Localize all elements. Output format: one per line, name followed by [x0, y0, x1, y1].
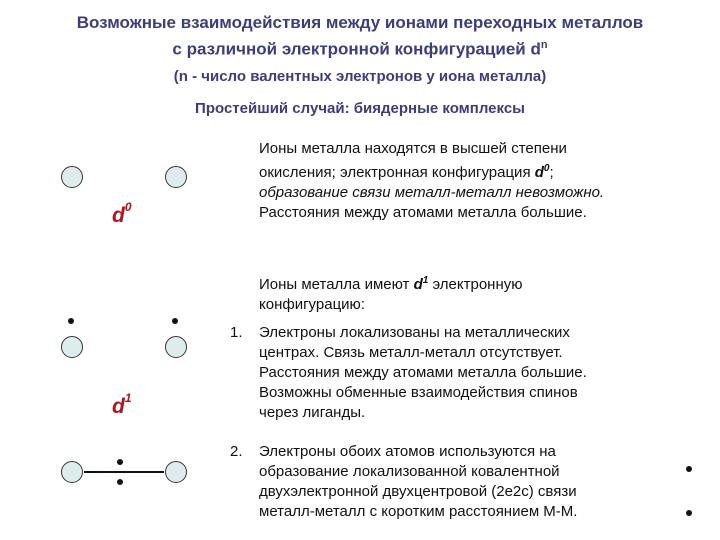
d1-intro-text: Ионы металла имеют — [259, 276, 414, 293]
list-1-line-3: Расстояния между атомами металла большие. — [259, 364, 587, 381]
list-1-line-1: Электроны локализованы на металлических — [259, 324, 570, 341]
title-line-2 — [0, 34, 720, 61]
d1-electron-right — [172, 318, 178, 324]
d1-label-sup: 1 — [124, 391, 132, 405]
bond-electron-bottom — [117, 479, 123, 485]
d1-intro-line-1 — [259, 271, 699, 295]
d1-label — [112, 391, 132, 419]
list-2-line-2: образование локализованной ковалентной — [259, 463, 560, 480]
bond-electron-top — [117, 459, 123, 465]
d1-bonded-atom-left — [61, 461, 83, 483]
d1-atom-right — [165, 336, 187, 358]
title-line-2-sup: n — [540, 39, 548, 51]
list-1-line-5: через лиганды. — [259, 404, 366, 421]
list-text-1 — [259, 323, 587, 423]
d0-label-letter: d — [112, 204, 125, 227]
d1-label-letter: d — [112, 395, 125, 418]
d1-bonded-atom-right — [165, 461, 187, 483]
d0-label-sup: 0 — [124, 200, 132, 214]
section-heading: Простейший случай: биядерные комплексы — [195, 100, 525, 117]
list-1-line-2: центрах. Связь металл-металл отсутствует. — [259, 344, 563, 361]
d0-line-4: Расстояния между атомами металла большие. — [259, 204, 587, 221]
d0-line-1: Ионы металла находятся в высшей степени — [259, 140, 567, 157]
d0-atom-right — [165, 166, 187, 188]
d0-line-2-text: окисления; электронная конфигурация — [259, 164, 535, 181]
subtitle: (n - число валентных электронов у иона металла) — [173, 68, 547, 85]
metal-metal-bond — [84, 471, 164, 473]
list-2-line-1: Электроны обоих атомов используются на — [259, 443, 556, 460]
d0-line-2-end: ; — [549, 164, 554, 181]
d1-electron-left — [68, 318, 74, 324]
list-2-line-3: двухэлектронной двухцентровой (2е2с) связи — [259, 483, 577, 500]
d0-line-2-d: d — [534, 164, 544, 181]
list-1-line-4: Возможны обменные взаимодействия спинов — [259, 384, 578, 401]
title-line-2-text: с различной электронной конфигурацией d — [172, 39, 541, 59]
d1-intro — [259, 271, 699, 315]
d0-line-2-sup: 0 — [543, 163, 550, 174]
list-number-1: 1. — [230, 324, 243, 341]
page-title — [0, 12, 720, 61]
title-line-1: Возможные взаимодействия между ионами переходных металлов — [76, 13, 644, 32]
list-item-1 — [230, 323, 700, 428]
d1-intro-d: d — [413, 276, 423, 293]
d1-intro-sup: 1 — [422, 275, 429, 286]
d0-atom-left — [61, 166, 83, 188]
d1-atom-left — [61, 336, 83, 358]
d0-label — [112, 200, 132, 228]
list-number-2: 2. — [230, 443, 243, 460]
electron-dot-lower-right — [686, 510, 692, 516]
list-item-2 — [230, 442, 700, 530]
d1-intro-line-2: конфигурацию: — [259, 296, 365, 313]
list-2-line-4: металл-металл с коротким расстоянием М-М. — [259, 503, 578, 520]
d0-line-3: образование связи металл-металл невозможно. — [259, 184, 605, 201]
electron-dot-upper-right — [686, 466, 692, 472]
d1-intro-end: электронную — [428, 276, 523, 293]
d0-description — [259, 139, 714, 223]
list-text-2 — [259, 442, 577, 522]
d0-line-2 — [259, 159, 714, 183]
